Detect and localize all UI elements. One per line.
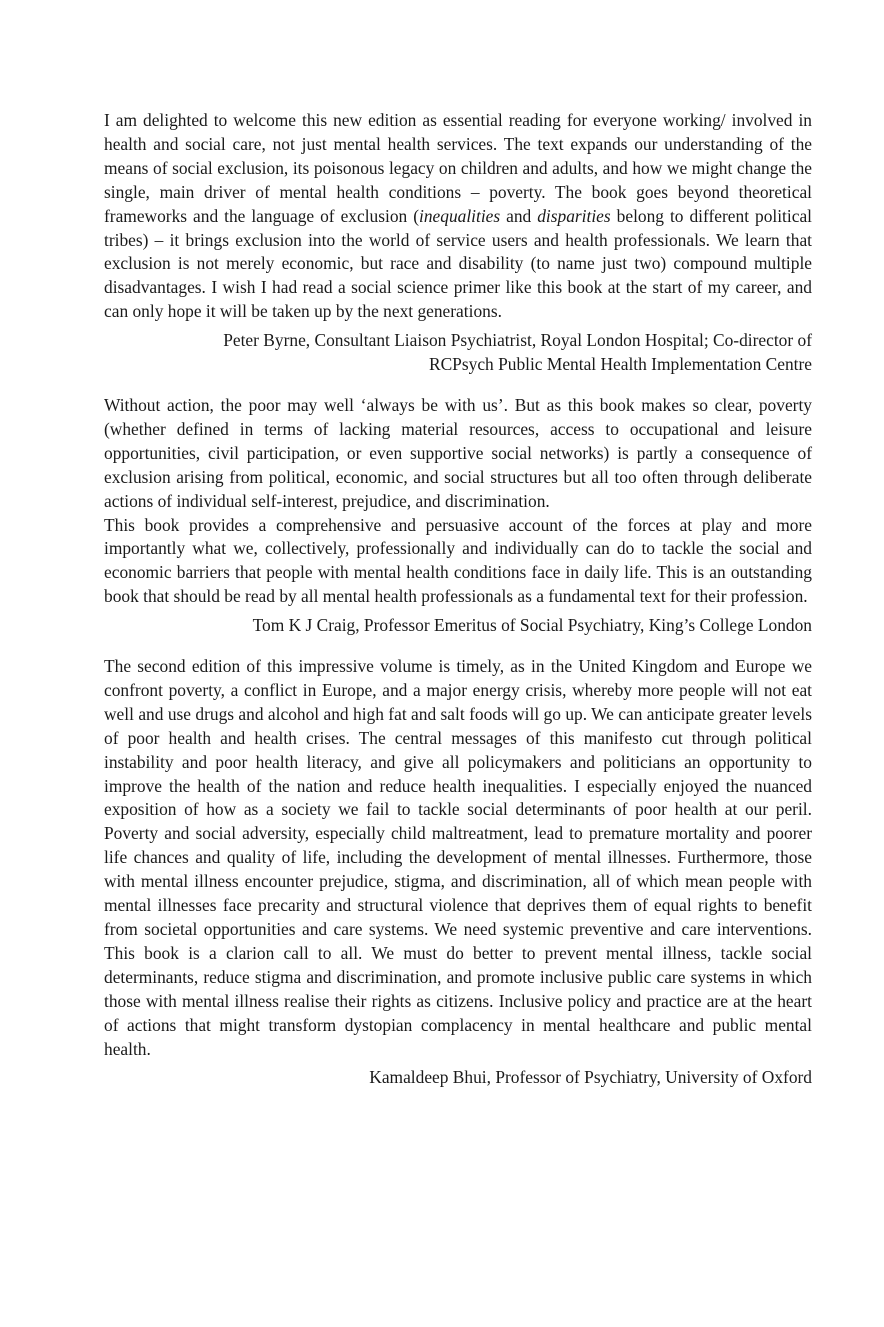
endorsements-section [104,109,812,1090]
italic-term: disparities [537,205,611,226]
endorsement-attribution [104,329,812,377]
endorsement-peter-byrne [104,109,812,377]
text-segment: belong to different political tribes) – it brings exclusion into the world of service users and health professionals. We learn that exclusion is not merely economic, but race and disability (to name just two) compound multiple disadvantages. I wish I had read a social science primer like this book at the start of my career, and can only hope it will be taken up by the next generations. [104,205,812,322]
attribution-line: RCPsych Public Mental Health Implementation Centre [428,354,812,375]
endorsement-kamaldeep-bhui [104,655,812,1090]
attribution-line: Tom K J Craig, Professor Emeritus of Social Psychiatry, King’s College London [252,615,812,636]
attribution-line: Peter Byrne, Consultant Liaison Psychiatrist, Royal London Hospital; Co-director of [223,330,812,351]
endorsement-paragraph [104,394,812,514]
text-segment: and [500,205,538,226]
attribution-line: Kamaldeep Bhui, Professor of Psychiatry, University of Oxford [369,1067,812,1088]
text-segment: I am delighted to welcome this new edition as essential reading for everyone working/ involved in health and social care, not just mental health services. The text expands our understanding of the means of social exclusion, its poisonous legacy on children and adults, and how we might change the single, main driver of mental health conditions – poverty. The book goes beyond theoretical frameworks and the language of exclusion ( [104,110,812,226]
endorsement-paragraph [104,109,812,324]
italic-term: inequalities [419,205,501,226]
text-segment: This book provides a comprehensive and persuasive account of the forces at play and more importantly what we, collectively, professionally and individually can do to tackle the social and economic barriers that people with mental health conditions face in daily life. This is an outstanding book that should be read by all mental health professionals as a fundamental text for their profession. [104,514,812,607]
text-segment: The second edition of this impressive volume is timely, as in the United Kingdom and Europe we confront poverty, a conflict in Europe, and a major energy crisis, whereby more people will not eat well and use drugs and alcohol and high fat and salt foods will go up. We can anticipate greater levels of poor health and health crises. The central messages of this manifesto cut through political instability and poor health literacy, and give all policymakers and politicians an opportunity to improve the health of the nation and reduce health inequalities. I especially enjoyed the nuanced exposition of how as a society we fail to tackle social determinants of poor health at our peril. Poverty and social adversity, especially child maltreatment, lead to premature mortality and poorer life chances and quality of life, including the development of mental illnesses. Furthermore, those with mental illness encounter prejudice, stigma, and discrimination, all of which mean people with mental illnesses face precarity and structural violence that deprives them of equal rights to benefit from societal opportunities and care systems. We need systemic preventive and care interventions. This book is a clarion call to all. We must do better to prevent mental illness, tackle social determinants, reduce stigma and discrimination, and promote inclusive public care systems in which those with mental illness realise their rights as citizens. Inclusive policy and practice are at the heart of actions that might transform dystopian complacency in mental healthcare and public mental health. [104,656,812,1059]
endorsement-paragraph [104,514,812,610]
endorsement-attribution [104,614,812,638]
text-segment: Without action, the poor may well ‘always be with us’. But as this book makes so clear, poverty (whether defined in terms of lacking material resources, access to occupational and leisure opportunities, civil participation, or even supportive social networks) is partly a consequence of exclusion arising from political, economic, and social structures but all too often through deliberate actions of individual self-interest, prejudice, and discrimination. [104,394,812,511]
endorsement-attribution [104,1066,812,1090]
endorsement-paragraph [104,655,812,1061]
endorsement-tom-craig [104,394,812,638]
